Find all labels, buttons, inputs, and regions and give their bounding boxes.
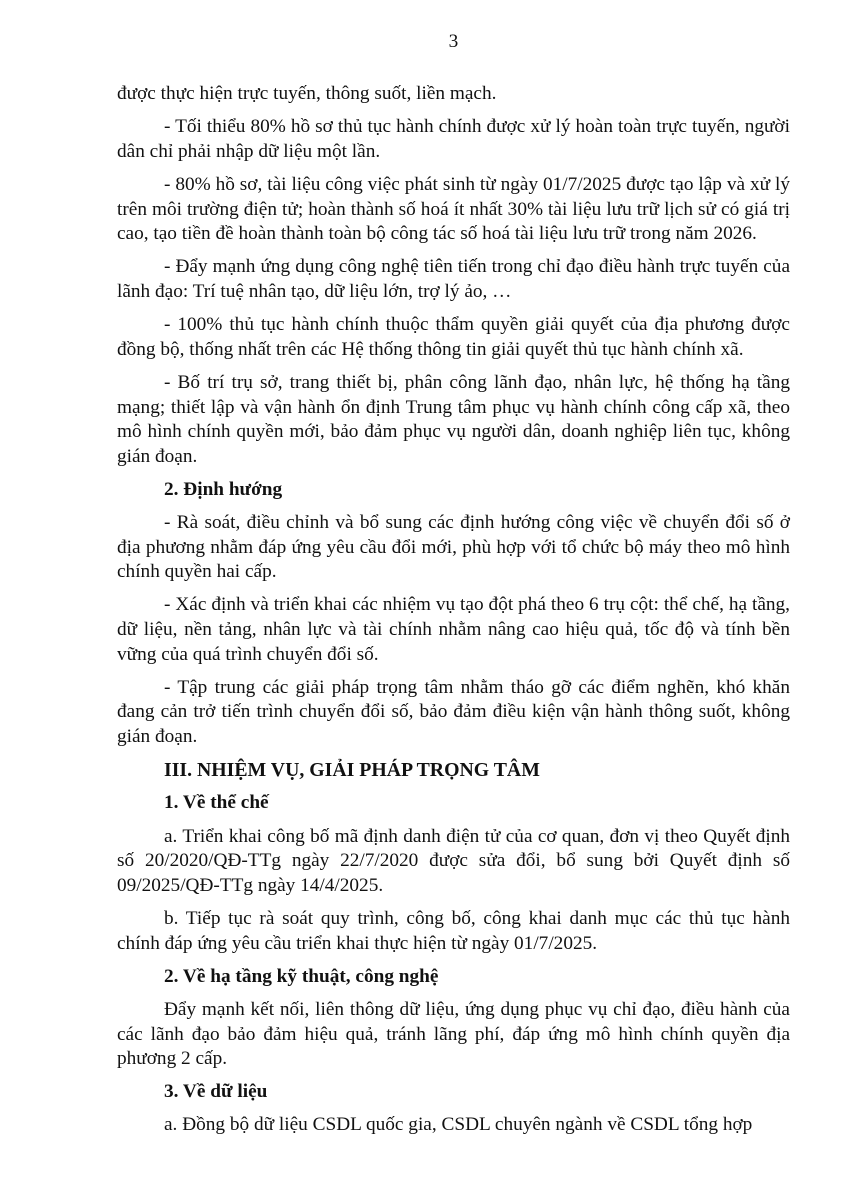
paragraph-review-orientation: - Rà soát, điều chỉnh và bổ sung các định hướng công việc về chuyển đổi số ở địa phương nhằm đáp ứng yêu cầu đổi mới, phù hợp với tổ chức bộ máy theo mô hình chính quyền hai cấp.: [117, 512, 790, 583]
paragraph-database-sync: a. Đồng bộ dữ liệu CSDL quốc gia, CSDL chuyên ngành về CSDL tổng hợp: [164, 1114, 753, 1136]
paragraph-digitized-records: - 80% hồ sơ, tài liệu công việc phát sinh từ ngày 01/7/2025 được tạo lập và xử lý trên môi trường điện tử; hoàn thành số hoá ít nhất 30% tài liệu lưu trữ lịch sử có giá trị cao, tạo tiền đề hoàn thành toàn bộ công tác số hoá tài liệu lưu trữ trong năm 2026.: [117, 173, 790, 245]
paragraph-continuation: được thực hiện trực tuyến, thông suốt, liền mạch.: [117, 83, 497, 104]
paragraph-data-connectivity: Đẩy mạnh kết nối, liên thông dữ liệu, ứng dụng phục vụ chỉ đạo, điều hành của các lãnh đạo bảo đảm hiệu quả, tránh lãng phí, đáp ứng mô hình chính quyền địa phương 2 cấp.: [117, 998, 790, 1070]
heading-institutions: 1. Về thể chế: [164, 792, 269, 814]
paragraph-electronic-id: a. Triển khai công bố mã định danh điện tử của cơ quan, đơn vị theo Quyết định số 20/2020/QĐ-TTg ngày 22/7/2020 được sửa đổi, bổ sung bởi Quyết định số 09/2025/QĐ-TTg ngày 14/4/2025.: [117, 825, 790, 896]
heading-infrastructure: 2. Về hạ tầng kỹ thuật, công nghệ: [164, 965, 439, 987]
document-body: [117, 82, 790, 1147]
page-number: 3: [448, 31, 459, 52]
paragraph-procedures-sync: - 100% thủ tục hành chính thuộc thẩm quyền giải quyết của địa phương được đồng bộ, thống nhất trên các Hệ thống thông tin giải quyết thủ tục hành chính xã.: [117, 314, 790, 360]
paragraph-review-procedures: b. Tiếp tục rà soát quy trình, công bố, công khai danh mục các thủ tục hành chính đáp ứng yêu cầu triển khai thực hiện từ ngày 01/7/2025.: [117, 907, 790, 954]
heading-orientation: 2. Định hướng: [164, 478, 283, 500]
heading-section-III: III. NHIỆM VỤ, GIẢI PHÁP TRỌNG TÂM: [164, 759, 540, 782]
paragraph-online-procedures: - Tối thiểu 80% hồ sơ thủ tục hành chính được xử lý hoàn toàn trực tuyến, người dân chỉ phải nhập dữ liệu một lần.: [117, 116, 790, 162]
paragraph-six-pillars: - Xác định và triển khai các nhiệm vụ tạo đột phá theo 6 trụ cột: thể chế, hạ tầng, dữ liệu, nền tảng, nhân lực và tài chính nhằm nâng cao hiệu quả, tốc độ và tính bền vững của quá trình chuyển đổi số.: [117, 594, 790, 665]
paragraph-advanced-tech: - Đẩy mạnh ứng dụng công nghệ tiên tiến trong chỉ đạo điều hành trực tuyến của lãnh đạo: Trí tuệ nhân tạo, dữ liệu lớn, trợ lý ảo, …: [117, 256, 790, 302]
paragraph-bottlenecks: - Tập trung các giải pháp trọng tâm nhằm tháo gỡ các điểm nghẽn, khó khăn đang cản trở tiến trình chuyển đổi số, bảo đảm điều kiện vận hành thông suốt, không gián đoạn.: [117, 676, 790, 747]
heading-data: 3. Về dữ liệu: [164, 1081, 268, 1103]
paragraph-public-service-center: - Bố trí trụ sở, trang thiết bị, phân công lãnh đạo, nhân lực, hệ thống hạ tầng mạng; thiết lập và vận hành ổn định Trung tâm phục vụ hành chính công cấp xã, theo mô hình chính quyền mới, bảo đảm phục vụ người dân, doanh nghiệp liên tục, không gián đoạn.: [117, 371, 790, 467]
